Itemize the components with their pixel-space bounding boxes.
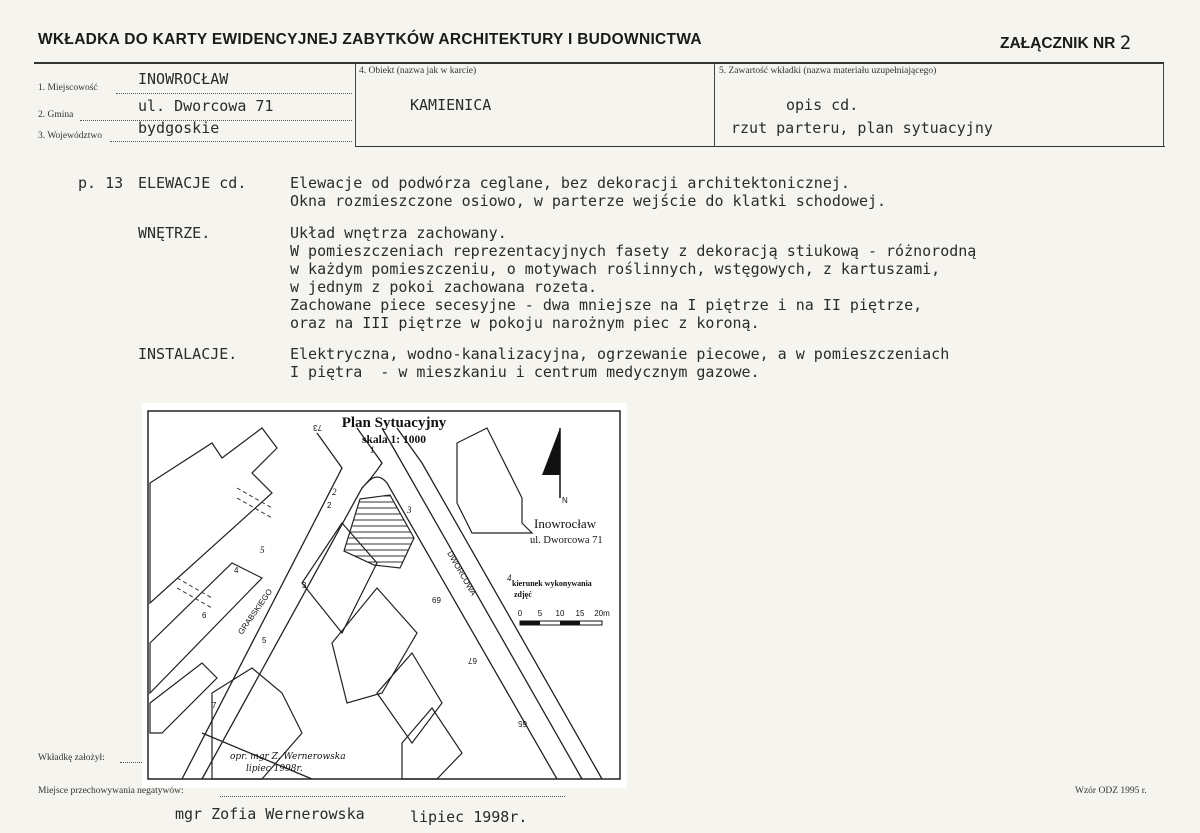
divider-1	[355, 63, 356, 147]
map-signature-2: lipiec 1998r.	[246, 764, 303, 774]
section-heading-elewacje: ELEWACJE cd.	[138, 174, 247, 192]
scale-tick-20: 20m	[594, 609, 610, 618]
street-grabskiego: GRABSKIEGO	[236, 587, 275, 637]
annex-label	[1000, 31, 1131, 53]
annex-number: 2	[1119, 32, 1132, 54]
divider-2	[714, 63, 715, 147]
form-title: WKŁADKA DO KARTY EWIDENCYJNEJ ZABYTKÓW ARCHITEKTURY I BUDOWNICTWA	[38, 31, 702, 48]
object-label: 4. Obiekt (nazwa jak w karcie)	[359, 66, 477, 76]
content-label: 5. Zawartość wkładki (nazwa materiału uzupełniającego)	[719, 66, 937, 76]
main-building-hatched	[344, 495, 414, 568]
building-right	[457, 428, 532, 533]
site-plan	[142, 403, 627, 788]
building-main-rear	[332, 588, 417, 703]
form-code: Wzór ODZ 1995 r.	[1075, 786, 1147, 796]
section-heading-wnetrze: WNĘTRZE.	[138, 224, 211, 242]
road-edge-3	[382, 428, 582, 779]
wnetrze-line-4: w jednym z pokoi zachowana rozeta.	[290, 278, 598, 296]
building-left-4	[212, 668, 302, 779]
p-number: p. 13	[78, 174, 124, 192]
divider-right	[1163, 63, 1164, 147]
fields-bottom-rule	[355, 146, 1165, 147]
house-number-69: 69	[432, 596, 441, 605]
legend-direction-1: kierunek wykonywania	[512, 579, 592, 588]
locality-label: 1. Miejscowość	[38, 83, 98, 93]
building-left-1	[150, 428, 277, 603]
map-scale-text: skala 1: 1000	[362, 434, 426, 446]
map-address: ul. Dworcowa 71	[530, 535, 603, 546]
section-heading-instalacje: INSTALACJE.	[138, 345, 238, 363]
scale-tick-0: 0	[517, 609, 523, 618]
street-dworcowa: DWORCOWA	[445, 549, 479, 598]
house-number-67: 67	[468, 656, 477, 665]
instalacje-line-2: I piętra - w mieszkaniu i centrum medycznym gazowe.	[290, 363, 760, 381]
house-number-5: 5	[262, 636, 267, 645]
elewacje-line-1: Elewacje od podwórza ceglane, bez dekoracji architektonicznej.	[290, 174, 850, 192]
voivodeship-label: 3. Województwo	[38, 131, 102, 141]
dashed-4	[177, 588, 212, 608]
wnetrze-line-1: Układ wnętrza zachowany.	[290, 224, 507, 242]
elewacje-line-2: Okna rozmieszczone osiowo, w parterze wejście do klatki schodowej.	[290, 192, 887, 210]
building-left-3	[150, 663, 217, 733]
house-number-2: 2	[327, 501, 332, 510]
house-number-6: 6	[202, 611, 207, 620]
north-arrow-icon	[542, 428, 568, 505]
prepared-line	[120, 762, 142, 763]
photo-marker-1: 1	[370, 445, 375, 455]
instalacje-line-1: Elektryczna, wodno-kanalizacyjna, ogrzewanie piecowe, a w pomieszczeniach	[290, 345, 950, 363]
annex-label-text: ZAŁĄCZNIK NR	[1000, 35, 1116, 52]
map-place: Inowrocław	[534, 516, 597, 531]
negatives-label: Miejsce przechowywania negatywów:	[38, 786, 184, 796]
photo-marker-4: 4	[507, 573, 512, 583]
scale-tick-10: 10	[555, 609, 565, 618]
house-number-73: 73	[313, 423, 322, 432]
legend-direction-2: zdjęć	[514, 590, 532, 599]
wnetrze-line-5: Zachowane piece secesyjne - dwa mniejsze na I piętrze i na II piętrze,	[290, 296, 923, 314]
object-value: KAMIENICA	[410, 96, 492, 114]
footer-date: lipiec 1998r.	[410, 808, 528, 826]
commune-value: ul. Dworcowa 71	[138, 97, 274, 115]
house-number-65: 65	[518, 719, 527, 728]
building-main-rear-2	[377, 653, 442, 743]
negatives-line	[220, 796, 565, 797]
house-number-3: 3	[302, 581, 307, 590]
content-value-1: opis cd.	[786, 96, 859, 114]
map-signature-1: opr. mgr Z. Wernerowska	[230, 752, 346, 762]
footer-author: mgr Zofia Wernerowska	[175, 805, 365, 823]
building-rear-3	[402, 708, 462, 779]
scale-tick-5: 5	[537, 609, 543, 618]
photo-marker-2: 2	[332, 487, 337, 497]
commune-label: 2. Gmina	[38, 110, 74, 120]
wnetrze-line-3: w każdym pomieszczeniu, o motywach roślinnych, wstęgowych, z kartuszami,	[290, 260, 941, 278]
prepared-label: Wkładkę założył:	[38, 753, 105, 763]
road-edge-4	[397, 428, 602, 779]
photo-marker-3: 3	[407, 505, 412, 515]
map-title: Plan Sytuacyjny	[341, 415, 447, 431]
house-number-7: 7	[212, 701, 217, 710]
site-plan-drawing	[142, 403, 627, 788]
photo-marker-5: 5	[260, 545, 265, 555]
locality-line	[116, 93, 352, 94]
road-edge-2	[202, 428, 382, 779]
scale-bar	[518, 609, 610, 625]
scale-tick-15: 15	[575, 609, 585, 618]
content-value-2: rzut parteru, plan sytuacyjny	[731, 119, 993, 137]
voivodeship-value: bydgoskie	[138, 119, 220, 137]
voivodeship-line	[110, 141, 352, 142]
wnetrze-line-6: oraz na III piętrze w pokoju narożnym piec z koroną.	[290, 314, 760, 332]
locality-value: INOWROCŁAW	[138, 70, 229, 88]
wnetrze-line-2: W pomieszczeniach reprezentacyjnych fasety z dekoracją stiukową - różnorodną	[290, 242, 977, 260]
top-rule	[34, 62, 1164, 64]
house-number-4: 4	[234, 566, 239, 575]
north-label: N	[562, 496, 568, 505]
